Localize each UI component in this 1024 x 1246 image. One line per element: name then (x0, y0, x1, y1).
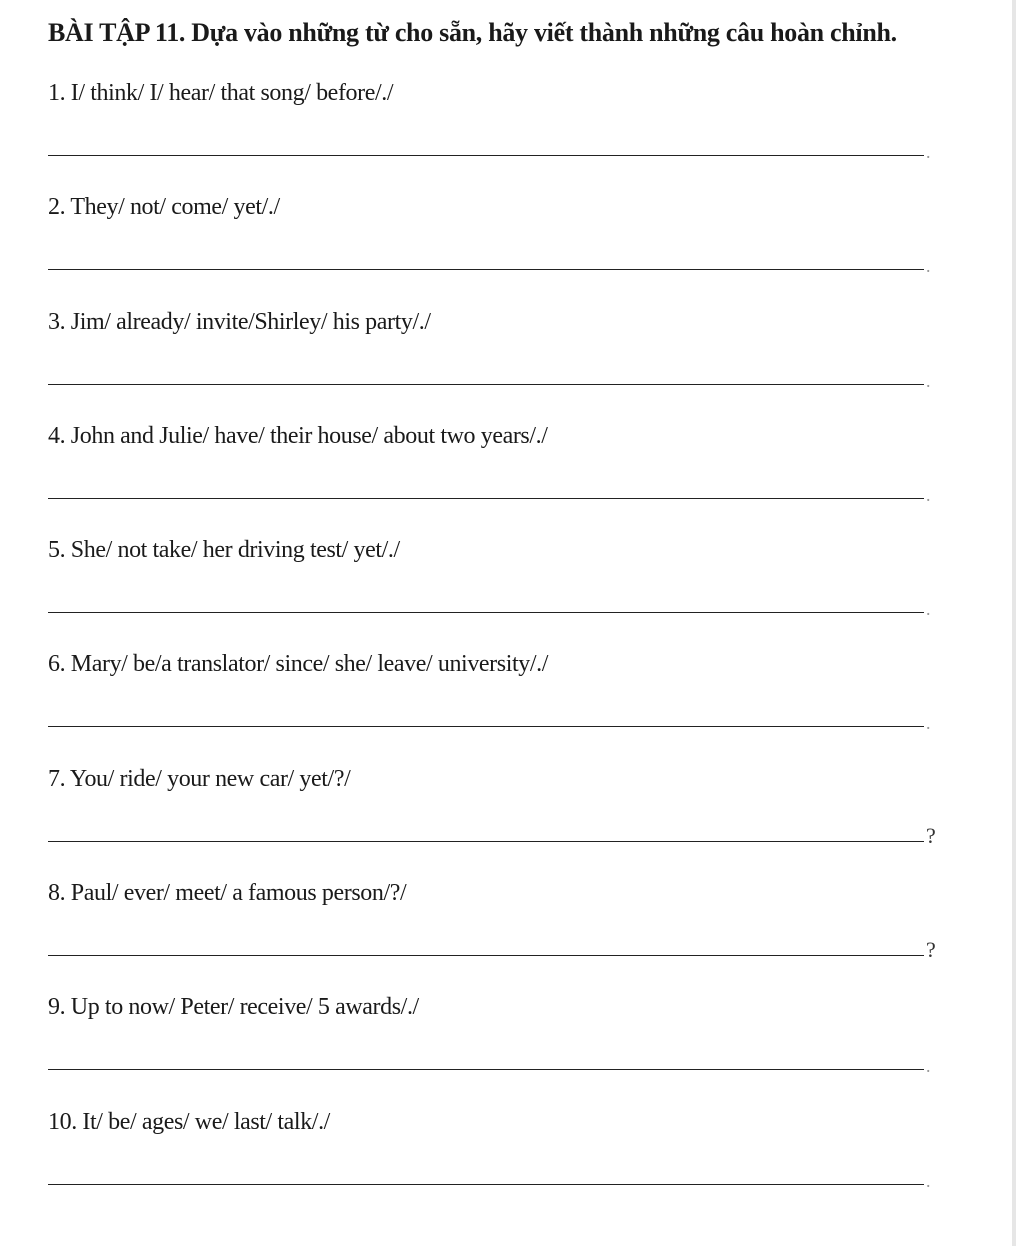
exercise-prompt: 10. It/ be/ ages/ we/ last/ talk/./ (48, 1109, 330, 1135)
answer-line[interactable] (48, 1069, 924, 1070)
answer-line[interactable] (48, 1184, 924, 1185)
end-mark: ? (926, 937, 936, 962)
exercise-item-7 (48, 766, 948, 876)
exercise-prompt: 4. John and Julie/ have/ their house/ about two years/./ (48, 423, 548, 449)
exercise-item-6 (48, 651, 948, 761)
end-mark: . (926, 256, 931, 276)
exercise-prompt: 7. You/ ride/ your new car/ yet/?/ (48, 766, 351, 792)
answer-line[interactable] (48, 726, 924, 727)
exercise-prompt: 2. They/ not/ come/ yet/./ (48, 194, 280, 220)
end-mark: . (926, 1171, 931, 1191)
answer-line[interactable] (48, 384, 924, 385)
exercise-prompt: 9. Up to now/ Peter/ receive/ 5 awards/./ (48, 994, 419, 1020)
answer-line[interactable] (48, 498, 924, 499)
answer-line[interactable] (48, 269, 924, 270)
answer-line[interactable] (48, 155, 924, 156)
exercise-prompt: 3. Jim/ already/ invite/Shirley/ his party/./ (48, 309, 431, 335)
end-mark: . (926, 485, 931, 505)
exercise-prompt: 1. I/ think/ I/ hear/ that song/ before/./ (48, 80, 394, 106)
exercise-item-10 (48, 1109, 948, 1219)
exercise-item-3 (48, 309, 948, 419)
exercise-item-5 (48, 537, 948, 647)
exercise-prompt: 6. Mary/ be/a translator/ since/ she/ leave/ university/./ (48, 651, 548, 677)
exercise-item-2 (48, 194, 948, 304)
answer-line[interactable] (48, 612, 924, 613)
end-mark: ? (926, 823, 936, 848)
end-mark: . (926, 142, 931, 162)
exercise-item-9 (48, 994, 948, 1104)
end-mark: . (926, 599, 931, 619)
exercise-item-1 (48, 80, 948, 190)
worksheet-title: BÀI TẬP 11. Dựa vào những từ cho sẵn, hãy viết thành những câu hoàn chỉnh. (48, 18, 897, 47)
answer-line[interactable] (48, 841, 924, 842)
exercise-item-8 (48, 880, 948, 990)
end-mark: . (926, 1056, 931, 1076)
exercise-item-4 (48, 423, 948, 533)
exercise-prompt: 5. She/ not take/ her driving test/ yet/./ (48, 537, 400, 563)
answer-line[interactable] (48, 955, 924, 956)
exercise-prompt: 8. Paul/ ever/ meet/ a famous person/?/ (48, 880, 407, 906)
end-mark: . (926, 371, 931, 391)
end-mark: . (926, 713, 931, 733)
